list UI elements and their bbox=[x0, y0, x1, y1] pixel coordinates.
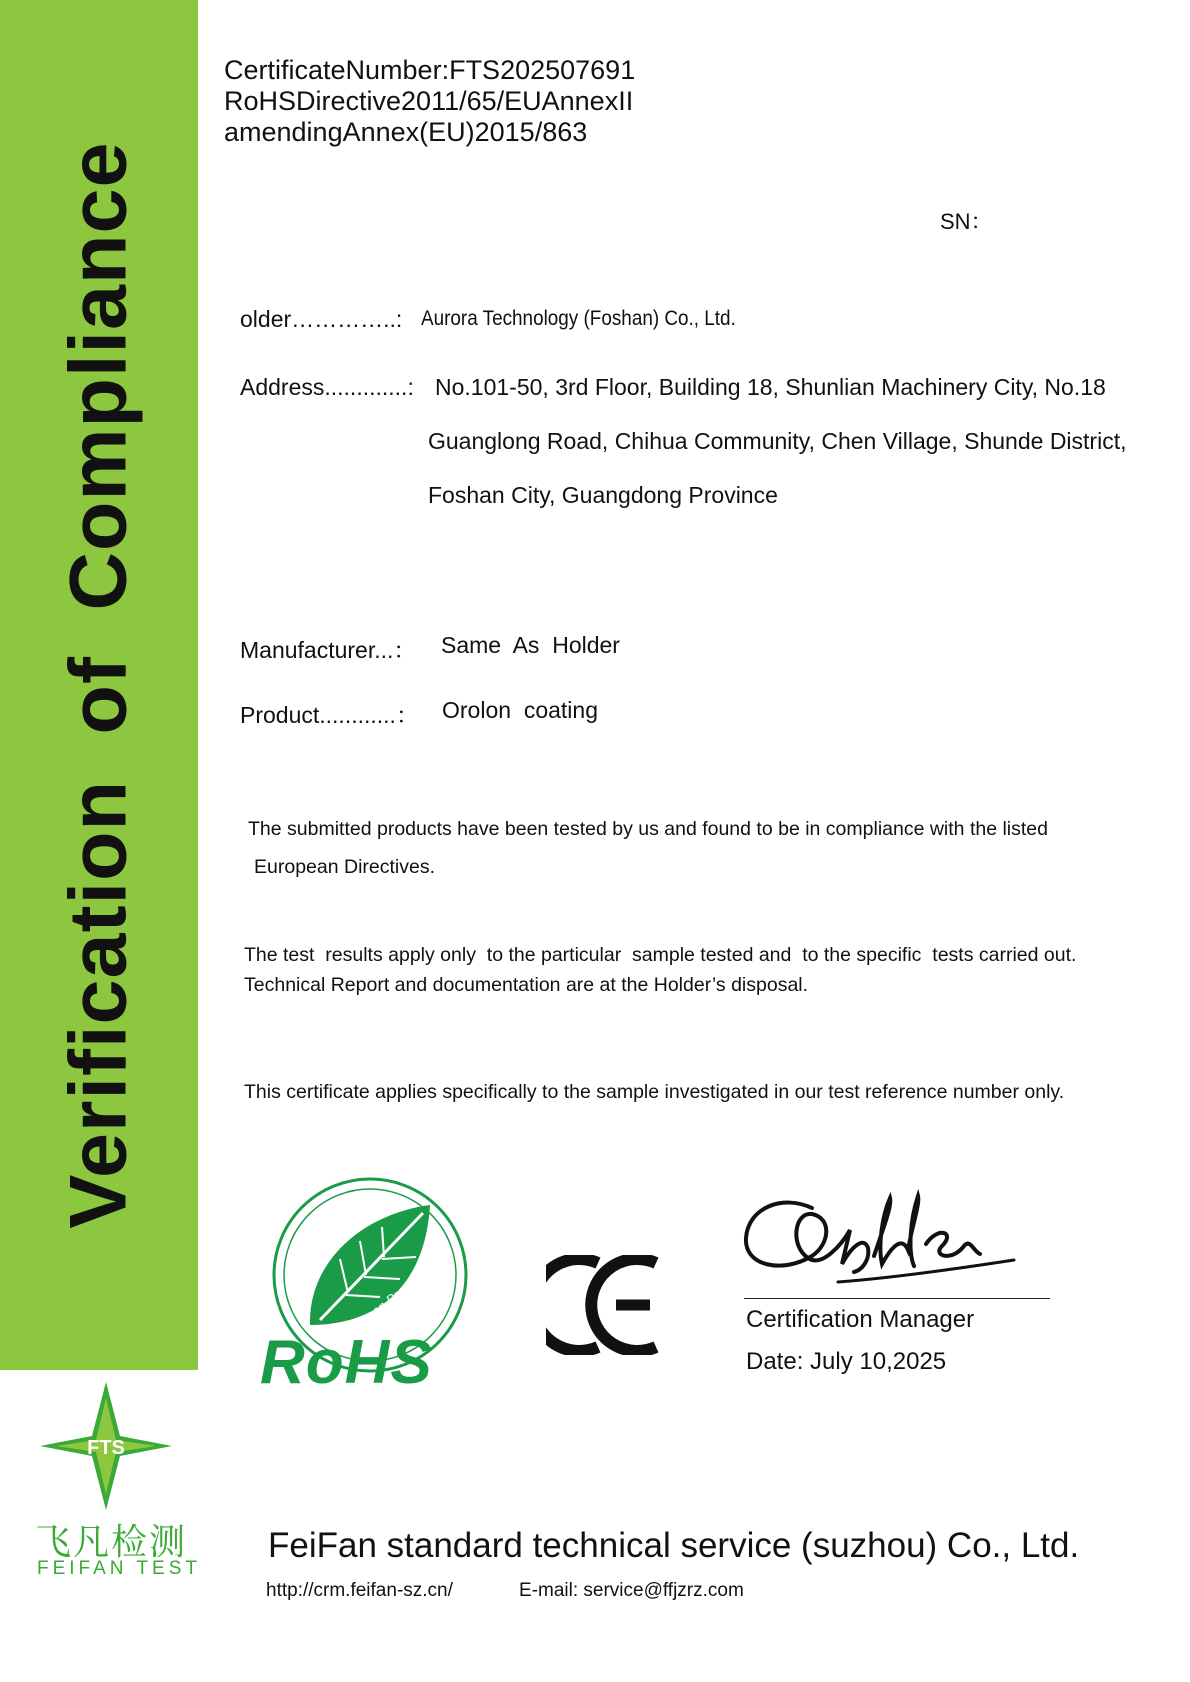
annex-line: amendingAnnex(EU)2015/863 bbox=[224, 117, 588, 147]
statement-2-line-1: The test results apply only to the particular sample tested and to the specific tests carried out. bbox=[244, 944, 1077, 966]
statement-1-line-2: European Directives. bbox=[254, 856, 436, 878]
certificate-number: CertificateNumber:FTS202507691 bbox=[224, 55, 636, 85]
manufacturer-label: Manufacturer...： bbox=[240, 637, 417, 663]
certificate-date: Date: July 10,2025 bbox=[746, 1348, 947, 1375]
fts-star-logo-icon bbox=[34, 1380, 174, 1512]
email-link[interactable]: E-mail: service@ffjzrz.com bbox=[519, 1580, 744, 1601]
address-line-1: No.101-50, 3rd Floor, Building 18, Shunlian Machinery City, No.18 bbox=[435, 374, 1106, 400]
statement-2-line-2: Technical Report and documentation are at the Holder’s disposal. bbox=[244, 974, 809, 996]
address-label: Address.............: bbox=[240, 374, 414, 400]
ce-mark-icon bbox=[546, 1255, 660, 1355]
certificate-header bbox=[224, 55, 635, 148]
directive-line: RoHSDirective2011/65/EUAnnexII bbox=[224, 86, 634, 116]
statement-3: This certificate applies specifically to the sample investigated in our test reference number only. bbox=[244, 1081, 1065, 1103]
rohs-wordmark: RoHS bbox=[260, 1328, 433, 1391]
address-line-3: Foshan City, Guangdong Province bbox=[428, 482, 778, 508]
vertical-title: Verification of Compliance bbox=[53, 141, 144, 1229]
website-link[interactable]: http://crm.feifan-sz.cn/ bbox=[266, 1580, 453, 1601]
rohs-green-product-icon bbox=[258, 1175, 480, 1391]
product-label: Product............： bbox=[240, 702, 419, 728]
statement-1-line-1: The submitted products have been tested by us and found to be in compliance with the listed bbox=[248, 818, 1048, 840]
product-value: Orolon coating bbox=[442, 697, 598, 723]
rohs-arc-text: Green Product bbox=[351, 1268, 428, 1333]
issuer-company-name: FeiFan standard technical service (suzhou) Co., Ltd. bbox=[268, 1526, 1080, 1565]
address-line-2: Guanglong Road, Chihua Community, Chen Village, Shunde District, bbox=[428, 428, 1127, 454]
manufacturer-value: Same As Holder bbox=[441, 632, 620, 658]
signature-line bbox=[744, 1298, 1050, 1299]
fts-chinese-name: 飞凡检测 bbox=[35, 1522, 188, 1563]
fts-mark-text: FTS bbox=[87, 1437, 125, 1459]
holder-label: older…………..: bbox=[240, 306, 403, 332]
sidebar-band bbox=[0, 0, 198, 1370]
signatory-role: Certification Manager bbox=[746, 1306, 975, 1333]
manager-signature bbox=[742, 1186, 1024, 1296]
holder-value: Aurora Technology (Foshan) Co., Ltd. bbox=[421, 307, 736, 330]
fts-english-name: FEIFAN TEST bbox=[37, 1558, 202, 1579]
sn-label: SN： bbox=[940, 209, 993, 234]
